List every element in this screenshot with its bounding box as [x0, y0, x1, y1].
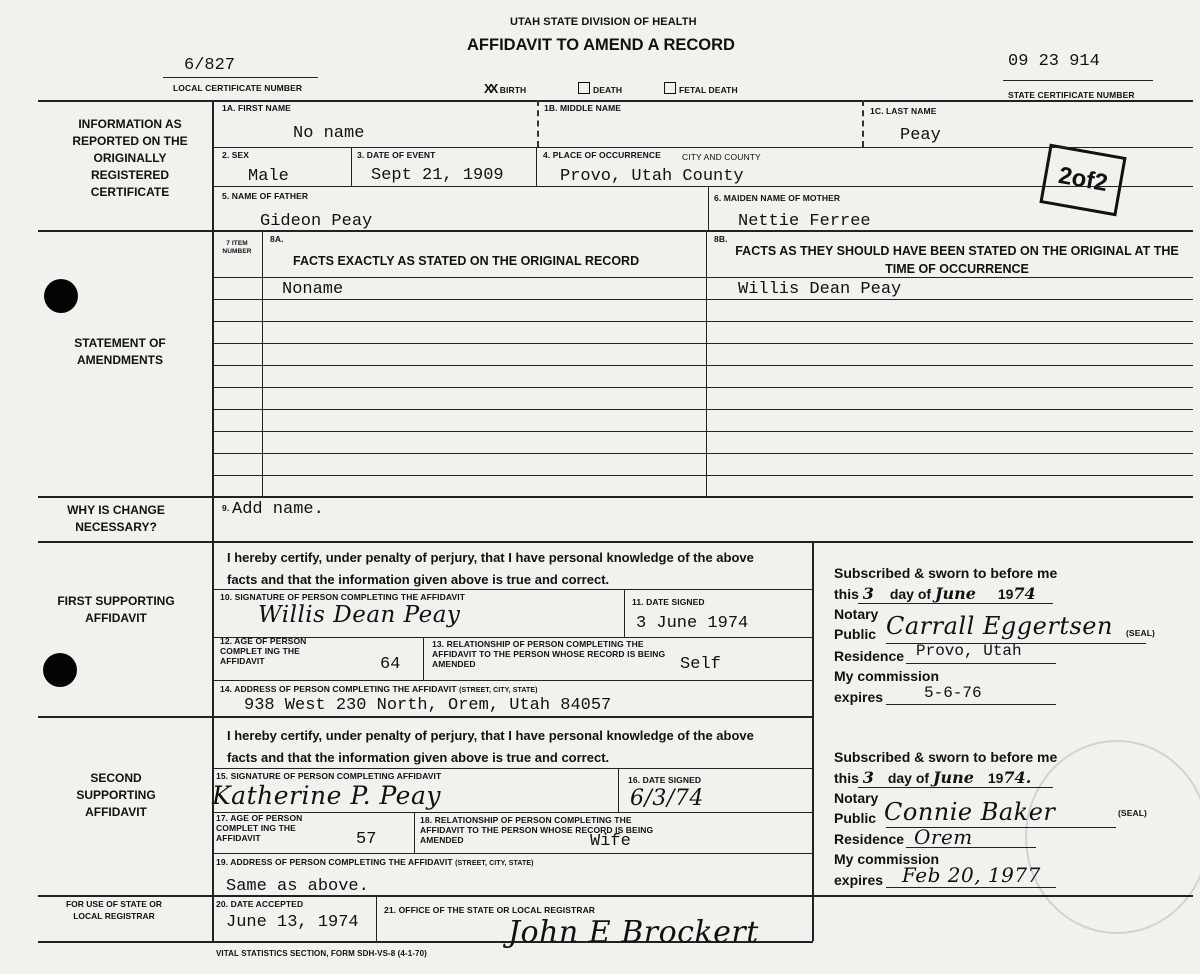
notary1-day-of: day of — [889, 586, 932, 602]
item-number-label: 7 ITEM NUMBER — [222, 240, 252, 255]
notary2-signature: Connie Baker — [884, 798, 1056, 826]
death-label: DEATH — [593, 85, 623, 95]
notary2-residence: Orem — [914, 825, 973, 849]
affidavit2-address-sub: (STREET, CITY, STATE) — [455, 860, 534, 867]
sex-value: Male — [248, 167, 289, 186]
affidavit2-signature-label: 15. SIGNATURE OF PERSON COMPLETING AFFIDAVIT — [216, 771, 442, 781]
state-cert-label: STATE CERTIFICATE NUMBER — [1008, 90, 1135, 100]
notary2-expires-label: expires — [834, 872, 884, 888]
local-cert-number: 6/827 — [184, 56, 236, 75]
notary1-expiry: 5-6-76 — [924, 684, 982, 702]
last-name-value: Peay — [900, 126, 941, 145]
notary2-this: this — [834, 770, 859, 786]
father-value: Gideon Peay — [260, 212, 373, 231]
affidavit1-relationship: Self — [680, 655, 721, 674]
form-title: AFFIDAVIT TO AMEND A RECORD — [467, 36, 735, 54]
section-second-affidavit: SECOND SUPPORTING AFFIDAVIT — [76, 771, 156, 819]
notary1-residence: Provo, Utah — [916, 642, 1022, 660]
affidavit2-address-label-text: 19. ADDRESS OF PERSON COMPLETING THE AFFIDAVIT — [216, 857, 453, 867]
affidavit1-address: 938 West 230 North, Orem, Utah 84057 — [244, 696, 612, 715]
notary2-sworn-text: Subscribed & sworn to before me — [834, 749, 1058, 765]
affidavit1-age: 64 — [380, 655, 401, 674]
affidavit1-signature-label: 10. SIGNATURE OF PERSON COMPLETING THE AFFIDAVIT — [220, 592, 466, 602]
page-stamp-text: 2of2 — [1056, 161, 1110, 198]
birth-check-mark: XX — [484, 81, 496, 96]
notary2-seal: (SEAL) — [1118, 808, 1147, 818]
page-stamp — [1039, 144, 1126, 217]
section-original-info: INFORMATION AS REPORTED ON THE ORIGINALLY REGISTERED CERTIFICATE — [72, 117, 188, 199]
notary1-notary-label: Notary — [834, 606, 879, 622]
agency-name: UTAH STATE DIVISION OF HEALTH — [510, 16, 697, 28]
affidavit2-signature: Katherine P. Peay — [212, 781, 441, 810]
birth-checkbox[interactable] — [484, 80, 526, 98]
notary2-commission-label: My commission — [834, 851, 940, 867]
place-sub-label: CITY AND COUNTY — [682, 152, 761, 162]
affidavit2-relationship: Wife — [590, 832, 631, 851]
mother-label: 6. MAIDEN NAME OF MOTHER — [714, 193, 841, 203]
col-b-header: FACTS AS THEY SHOULD HAVE BEEN STATED ON THE ORIGINAL AT THE TIME OF OCCURRENCE — [735, 244, 1179, 276]
affidavit2-address-label — [216, 857, 534, 867]
notary2-year-prefix: 19 — [987, 770, 1004, 786]
punch-hole-top — [44, 279, 78, 313]
section-why: WHY IS CHANGE NECESSARY? — [67, 503, 165, 534]
first-name-label: 1A. FIRST NAME — [222, 103, 291, 113]
notary1-date-line — [834, 584, 1036, 603]
col-a-header: FACTS EXACTLY AS STATED ON THE ORIGINAL RECORD — [293, 254, 640, 268]
form-number-footer: VITAL STATISTICS SECTION, FORM SDH-VS-8 (4-1-70) — [216, 949, 427, 958]
last-name-label: 1C. LAST NAME — [870, 106, 937, 116]
row1-corrected-value: Willis Dean Peay — [738, 280, 902, 299]
place-label: 4. PLACE OF OCCURRENCE — [543, 150, 661, 160]
notary1-expires-label: expires — [834, 689, 884, 705]
notary2-day: 3 — [862, 768, 874, 787]
death-box — [578, 82, 590, 94]
notary1-commission-label: My commission — [834, 668, 940, 684]
fetal-death-checkbox[interactable] — [664, 80, 738, 98]
date-of-event-label: 3. DATE OF EVENT — [357, 150, 436, 160]
affidavit2-address: Same as above. — [226, 877, 369, 896]
registrar-signature: John E Brockert — [508, 915, 759, 950]
affidavit2-date: 6/3/74 — [630, 786, 704, 811]
notary2-public-label: Public — [834, 810, 877, 826]
notary1-sworn-text: Subscribed & sworn to before me — [834, 565, 1058, 581]
notary1-residence-label: Residence — [834, 648, 905, 664]
notary1-public-label: Public — [834, 626, 877, 642]
notary1-signature: Carrall Eggertsen — [886, 612, 1113, 640]
notary2-month: June — [932, 768, 974, 787]
section-first-affidavit: FIRST SUPPORTING AFFIDAVIT — [57, 594, 175, 625]
reason-value: Add name. — [232, 500, 324, 519]
date-accepted-value: June 13, 1974 — [226, 913, 359, 932]
notary1-year-prefix: 19 — [997, 586, 1014, 602]
fetal-box — [664, 82, 676, 94]
embossed-seal — [1025, 740, 1200, 934]
notary2-day-of: day of — [887, 770, 930, 786]
local-cert-label: LOCAL CERTIFICATE NUMBER — [173, 83, 303, 93]
death-checkbox[interactable] — [578, 80, 622, 98]
state-cert-number: 09 23 914 — [1008, 52, 1100, 71]
affidavit1-address-label — [220, 684, 538, 694]
notary1-seal: (SEAL) — [1126, 628, 1155, 638]
affidavit1-address-label-text: 14. ADDRESS OF PERSON COMPLETING THE AFFIDAVIT — [220, 684, 457, 694]
affidavit1-age-label: 12. AGE OF PERSON COMPLET ING THE AFFIDAVIT — [220, 636, 307, 666]
row1-original-value: Noname — [282, 280, 344, 299]
affidavit2-age: 57 — [356, 830, 377, 849]
notary1-this: this — [834, 586, 859, 602]
affidavit1-relationship-label: 13. RELATIONSHIP OF PERSON COMPLETING THE AFFIDAVIT TO THE PERSON WHOSE RECORD IS BEING AMENDED — [432, 639, 666, 669]
birth-label: BIRTH — [499, 85, 527, 95]
section-statement: STATEMENT OF AMENDMENTS — [74, 336, 166, 367]
date-of-event-value: Sept 21, 1909 — [371, 166, 504, 185]
affidavit2-relationship-label: 18. RELATIONSHIP OF PERSON COMPLETING THE AFFIDAVIT TO THE PERSON WHOSE RECORD IS BEING AMENDED — [420, 815, 654, 845]
punch-hole-bottom — [43, 653, 77, 687]
middle-name-label: 1B. MIDDLE NAME — [544, 103, 622, 113]
affidavit1-certification: I hereby certify, under penalty of perjury, that I have personal knowledge of the above facts and that the information given above is true and correct. — [227, 550, 754, 587]
notary2-date-line — [834, 768, 1031, 787]
notary2-year: 74. — [1003, 768, 1032, 787]
notary2-residence-label: Residence — [834, 831, 905, 847]
notary1-day: 3 — [862, 584, 874, 603]
fetal-label: FETAL DEATH — [679, 85, 738, 95]
mother-value: Nettie Ferree — [738, 212, 871, 231]
affidavit2-age-label: 17. AGE OF PERSON COMPLET ING THE AFFIDAVIT — [216, 813, 303, 843]
bleed-through-text — [792, 40, 900, 72]
affidavit1-date-label: 11. DATE SIGNED — [632, 597, 705, 607]
first-name-value: No name — [293, 124, 365, 143]
date-accepted-label: 20. DATE ACCEPTED — [216, 899, 304, 909]
father-label: 5. NAME OF FATHER — [222, 191, 309, 201]
reason-number: 9. — [222, 503, 230, 513]
col-b-number: 8B. — [714, 234, 728, 244]
notary1-year: 74 — [1013, 584, 1036, 603]
registrar-office-label: 21. OFFICE OF THE STATE OR LOCAL REGISTRAR — [384, 905, 596, 915]
place-value: Provo, Utah County — [560, 167, 744, 186]
sex-label: 2. SEX — [222, 150, 250, 160]
section-registrar-use: FOR USE OF STATE OR LOCAL REGISTRAR — [65, 899, 163, 921]
affidavit1-address-sub: (STREET, CITY, STATE) — [459, 687, 538, 694]
affidavit2-certification: I hereby certify, under penalty of perjury, that I have personal knowledge of the above facts and that the information given above is true and correct. — [227, 728, 754, 765]
affidavit2-date-label: 16. DATE SIGNED — [628, 775, 702, 785]
col-a-number: 8A. — [270, 234, 284, 244]
affidavit1-signature: Willis Dean Peay — [258, 602, 461, 628]
affidavit1-date: 3 June 1974 — [636, 614, 749, 633]
notary1-month: June — [934, 584, 976, 603]
notary2-expiry: Feb 20, 1977 — [902, 863, 1041, 887]
notary2-notary-label: Notary — [834, 790, 879, 806]
